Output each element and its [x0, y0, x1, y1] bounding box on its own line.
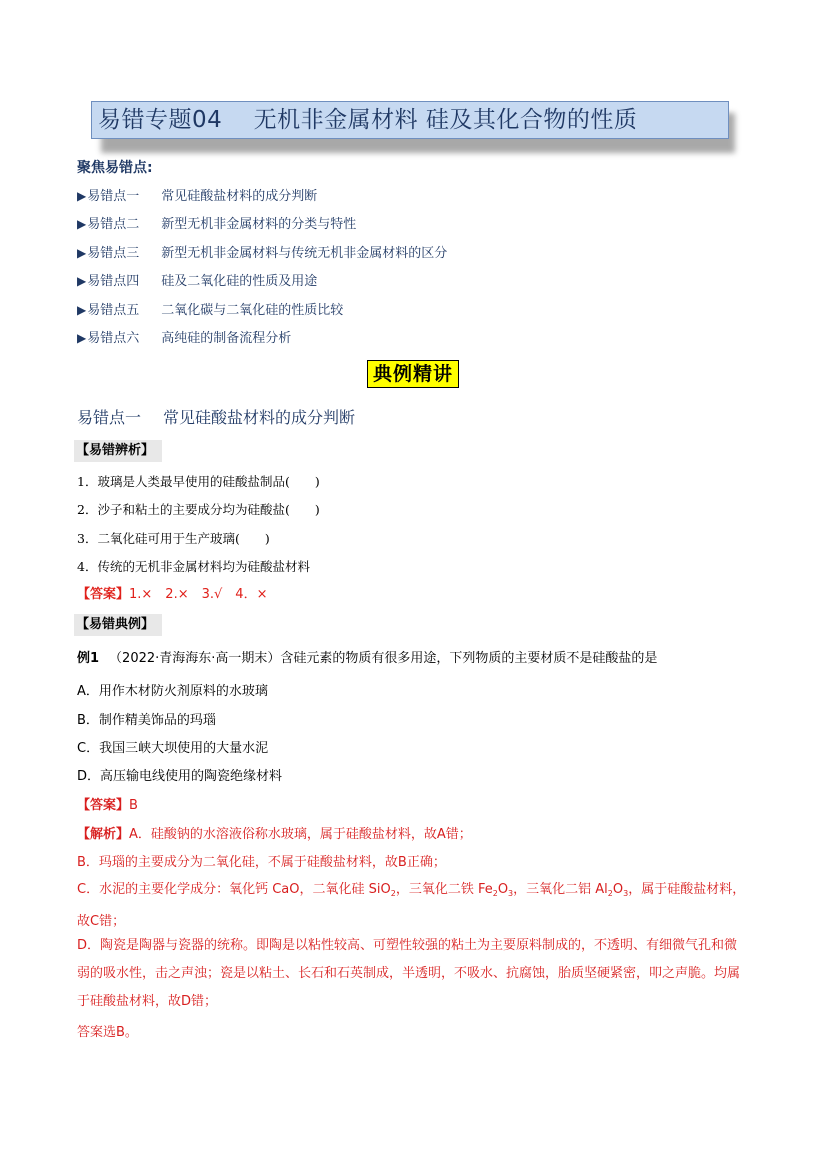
triangle-bullet-icon: ▶	[77, 274, 87, 289]
section-heading: 易错点一 常见硅酸盐材料的成分判断	[77, 408, 356, 427]
focus-heading: 聚焦易错点:	[77, 160, 153, 176]
title-banner	[91, 101, 731, 143]
triangle-bullet-icon: ▶	[77, 189, 87, 203]
option-b: B．制作精美饰品的玛瑙	[77, 713, 216, 728]
focus-point: ▶易错点三 新型无机非金属材料与传统无机非金属材料的区分	[77, 243, 447, 271]
statement-2: 2．沙子和粘土的主要成分均为硅酸盐( )	[77, 502, 320, 517]
answer-2: 【答案】B	[77, 798, 138, 813]
focus-point: ▶易错点二 新型无机非金属材料的分类与特性	[77, 214, 447, 242]
triangle-bullet-icon: ▶	[77, 302, 87, 317]
focus-point: ▶易错点五 二氧化碳与二氧化硅的性质比较	[77, 300, 447, 328]
focus-points-list	[77, 186, 447, 356]
explanation-c: C．水泥的主要化学成分：氧化钙 CaO，二氧化硅 SiO$_2$，三氧化二铁 $Fe_2O_3$，三氧化二铝 $Al_2O_3$，属于硅酸盐材料，故C错；	[77, 882, 746, 929]
statement-3: 3．二氧化硅可用于生产玻璃( )	[77, 531, 270, 546]
option-c: C．我国三峡大坝使用的大量水泥	[77, 741, 269, 756]
explanation-d: D．陶瓷是陶器与瓷器的统称。即陶是以粘性较高、可塑性较强的粘土为主要原料制成的，不透明、有细微气孔和微弱的吸水性，击之声浊；瓷是以粘土、长石和石英制成，半透明，不吸水、抗腐蚀，胎质坚硬紧密，叩之声脆。均属于硅酸盐材料，故D错；	[77, 938, 741, 1009]
explanation-a: 【解析】A．硅酸钠的水溶液俗称水玻璃，属于硅酸盐材料，故A错；	[77, 827, 472, 842]
focus-point: ▶易错点六 高纯硅的制备流程分析	[77, 328, 447, 356]
triangle-bullet-icon: ▶	[77, 217, 87, 232]
statement-1: 1．玻璃是人类最早使用的硅酸盐制品( )	[77, 474, 320, 489]
answer-1: 【答案】1.× 2.× 3.√ 4．×	[77, 587, 268, 602]
example-tag: 【易错典例】	[74, 614, 162, 636]
page-title: 易错专题04 无机非金属材料 硅及其化合物的性质	[91, 101, 729, 139]
option-a: A．用作木材防火剂原料的水玻璃	[77, 684, 268, 699]
triangle-bullet-icon: ▶	[77, 330, 87, 345]
example-question: 例1 （2022·青海海东·高一期末）含硅元素的物质有很多用途，下列物质的主要材质不是硅酸盐的是	[77, 651, 658, 666]
explanation-conclusion: 答案选B。	[77, 1025, 138, 1040]
explanation-b: B．玛瑙的主要成分为二氧化硅，不属于硅酸盐材料，故B正确；	[77, 855, 446, 870]
focus-point: ▶易错点四 硅及二氧化硅的性质及用途	[77, 271, 447, 299]
statement-4: 4．传统的无机非金属材料均为硅酸盐材料	[77, 559, 310, 574]
focus-point: ▶易错点一 常见硅酸盐材料的成分判断	[77, 186, 447, 214]
analysis-tag: 【易错辨析】	[74, 440, 162, 462]
triangle-bullet-icon: ▶	[77, 245, 87, 260]
option-d: D．高压输电线使用的陶瓷绝缘材料	[77, 769, 283, 784]
section-banner: 典例精讲	[367, 360, 459, 388]
